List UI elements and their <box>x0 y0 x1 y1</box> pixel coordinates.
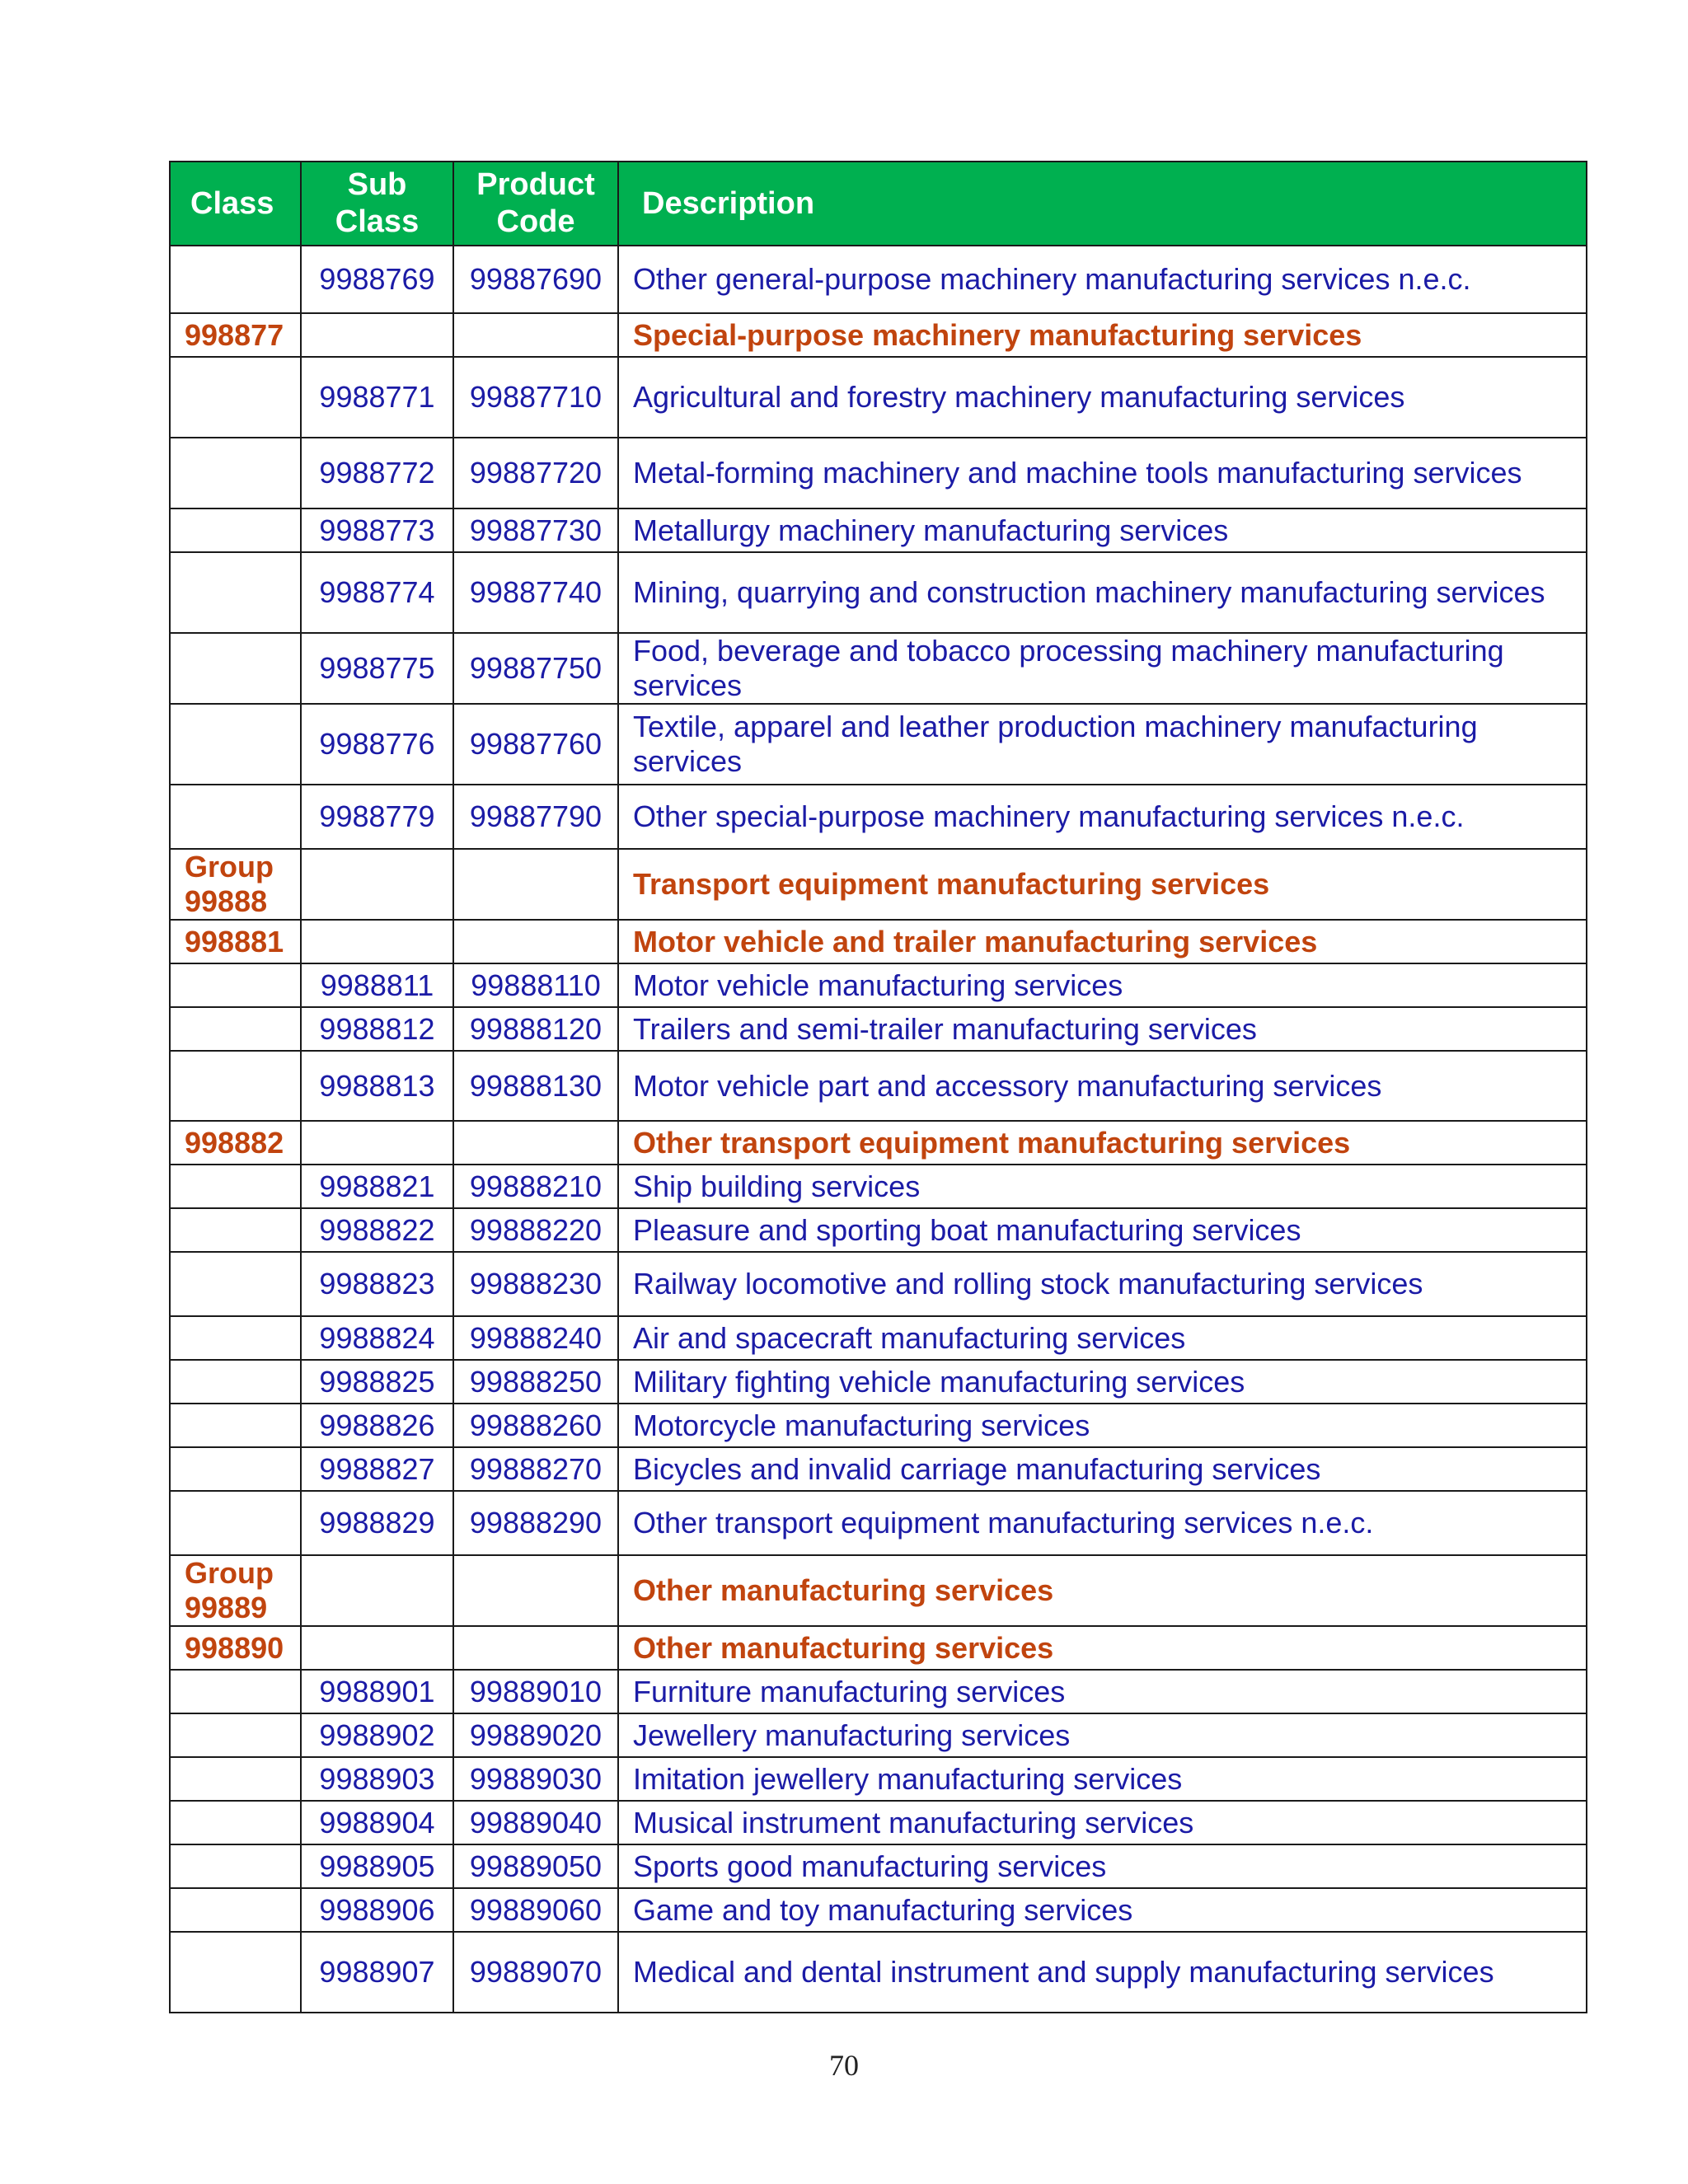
sub-class-cell <box>301 1626 453 1670</box>
product-code-cell: 99889020 <box>453 1713 618 1757</box>
product-code-cell <box>453 920 618 963</box>
table-row <box>170 1007 1587 1051</box>
product-code-cell: 99887730 <box>453 509 618 552</box>
table-row <box>170 1757 1587 1801</box>
product-code-cell: 99888130 <box>453 1051 618 1121</box>
sub-class-cell: 9988904 <box>301 1801 453 1844</box>
table-row <box>170 963 1587 1007</box>
description-cell: Military fighting vehicle manufacturing services <box>618 1360 1587 1404</box>
product-code-cell: 99888270 <box>453 1447 618 1491</box>
sub-class-cell: 9988772 <box>301 438 453 509</box>
table-row <box>170 1252 1587 1316</box>
table-row <box>170 509 1587 552</box>
table-row <box>170 633 1587 704</box>
class-cell <box>170 633 301 704</box>
description-cell: Other general-purpose machinery manufacturing services n.e.c. <box>618 246 1587 313</box>
table-row <box>170 1888 1587 1932</box>
table-row <box>170 246 1587 313</box>
description-cell: Other manufacturing services <box>618 1626 1587 1670</box>
class-cell <box>170 1801 301 1844</box>
table-row <box>170 1165 1587 1208</box>
class-cell: 998890 <box>170 1626 301 1670</box>
product-code-cell: 99888260 <box>453 1404 618 1447</box>
table-heading-row <box>170 920 1587 963</box>
sub-class-cell: 9988779 <box>301 785 453 849</box>
description-cell: Pleasure and sporting boat manufacturing services <box>618 1208 1587 1252</box>
table-row <box>170 785 1587 849</box>
description-cell: Motorcycle manufacturing services <box>618 1404 1587 1447</box>
product-code-cell: 99889070 <box>453 1932 618 2013</box>
sub-class-cell: 9988776 <box>301 704 453 785</box>
class-cell <box>170 1165 301 1208</box>
sub-class-cell: 9988774 <box>301 552 453 633</box>
description-cell: Agricultural and forestry machinery manufacturing services <box>618 357 1587 438</box>
table-heading-row <box>170 1555 1587 1626</box>
description-cell: Railway locomotive and rolling stock manufacturing services <box>618 1252 1587 1316</box>
table-row <box>170 1051 1587 1121</box>
class-cell <box>170 1051 301 1121</box>
description-cell: Trailers and semi-trailer manufacturing services <box>618 1007 1587 1051</box>
description-cell: Sports good manufacturing services <box>618 1844 1587 1888</box>
sub-class-cell: 9988823 <box>301 1252 453 1316</box>
description-cell: Imitation jewellery manufacturing services <box>618 1757 1587 1801</box>
product-code-cell: 99888230 <box>453 1252 618 1316</box>
description-cell: Other special-purpose machinery manufacturing services n.e.c. <box>618 785 1587 849</box>
class-cell <box>170 1888 301 1932</box>
class-cell <box>170 438 301 509</box>
sub-class-cell: 9988812 <box>301 1007 453 1051</box>
header-class: Class <box>170 162 301 246</box>
product-code-cell <box>453 1121 618 1165</box>
table-row <box>170 438 1587 509</box>
description-cell: Special-purpose machinery manufacturing services <box>618 313 1587 357</box>
product-code-cell: 99889010 <box>453 1670 618 1713</box>
table-row <box>170 704 1587 785</box>
sub-class-cell: 9988821 <box>301 1165 453 1208</box>
sub-class-cell: 9988905 <box>301 1844 453 1888</box>
sub-class-cell: 9988903 <box>301 1757 453 1801</box>
description-cell: Food, beverage and tobacco processing machinery manufacturing services <box>618 633 1587 704</box>
description-cell: Transport equipment manufacturing services <box>618 849 1587 920</box>
table-row <box>170 1360 1587 1404</box>
product-code-cell: 99887760 <box>453 704 618 785</box>
sub-class-cell: 9988827 <box>301 1447 453 1491</box>
table-row <box>170 1404 1587 1447</box>
class-cell: 998882 <box>170 1121 301 1165</box>
description-cell: Medical and dental instrument and supply manufacturing services <box>618 1932 1587 2013</box>
class-cell <box>170 785 301 849</box>
description-cell: Other transport equipment manufacturing services <box>618 1121 1587 1165</box>
table-heading-row <box>170 1626 1587 1670</box>
sub-class-cell: 9988822 <box>301 1208 453 1252</box>
description-cell: Musical instrument manufacturing services <box>618 1801 1587 1844</box>
description-cell: Motor vehicle and trailer manufacturing services <box>618 920 1587 963</box>
description-cell: Game and toy manufacturing services <box>618 1888 1587 1932</box>
class-cell <box>170 1404 301 1447</box>
header-description: Description <box>618 162 1587 246</box>
product-code-cell <box>453 313 618 357</box>
table-row <box>170 552 1587 633</box>
header-sub-class: Sub Class <box>301 162 453 246</box>
description-cell: Other manufacturing services <box>618 1555 1587 1626</box>
description-cell: Air and spacecraft manufacturing services <box>618 1316 1587 1360</box>
table-row <box>170 1316 1587 1360</box>
class-cell <box>170 1208 301 1252</box>
class-cell <box>170 552 301 633</box>
product-code-cell <box>453 1626 618 1670</box>
class-cell <box>170 1007 301 1051</box>
table-body <box>170 246 1587 2013</box>
product-code-cell: 99887750 <box>453 633 618 704</box>
class-cell <box>170 1360 301 1404</box>
sub-class-cell: 9988771 <box>301 357 453 438</box>
product-code-cell: 99888240 <box>453 1316 618 1360</box>
class-cell <box>170 1844 301 1888</box>
class-cell: Group 99889 <box>170 1555 301 1626</box>
table-row <box>170 1801 1587 1844</box>
class-cell <box>170 963 301 1007</box>
class-cell <box>170 1757 301 1801</box>
description-cell: Mining, quarrying and construction machinery manufacturing services <box>618 552 1587 633</box>
class-cell: 998877 <box>170 313 301 357</box>
product-code-cell: 99887690 <box>453 246 618 313</box>
class-cell <box>170 1491 301 1555</box>
table-heading-row <box>170 849 1587 920</box>
product-code-cell: 99888250 <box>453 1360 618 1404</box>
table-row <box>170 1670 1587 1713</box>
class-cell <box>170 246 301 313</box>
sub-class-cell: 9988907 <box>301 1932 453 2013</box>
description-cell: Ship building services <box>618 1165 1587 1208</box>
description-cell: Furniture manufacturing services <box>618 1670 1587 1713</box>
sub-class-cell: 9988901 <box>301 1670 453 1713</box>
product-code-cell: 99889040 <box>453 1801 618 1844</box>
description-cell: Metal-forming machinery and machine tools manufacturing services <box>618 438 1587 509</box>
class-cell <box>170 1670 301 1713</box>
product-code-cell: 99888120 <box>453 1007 618 1051</box>
sub-class-cell: 9988824 <box>301 1316 453 1360</box>
description-cell: Jewellery manufacturing services <box>618 1713 1587 1757</box>
product-code-cell: 99887710 <box>453 357 618 438</box>
sub-class-cell: 9988826 <box>301 1404 453 1447</box>
class-cell <box>170 1932 301 2013</box>
description-cell: Bicycles and invalid carriage manufacturing services <box>618 1447 1587 1491</box>
description-cell: Motor vehicle part and accessory manufacturing services <box>618 1051 1587 1121</box>
description-cell: Other transport equipment manufacturing services n.e.c. <box>618 1491 1587 1555</box>
product-code-cell: 99888110 <box>453 963 618 1007</box>
product-code-cell: 99887740 <box>453 552 618 633</box>
sub-class-cell: 9988902 <box>301 1713 453 1757</box>
page-number: 70 <box>829 2049 859 2082</box>
product-code-cell: 99888290 <box>453 1491 618 1555</box>
product-code-cell: 99889050 <box>453 1844 618 1888</box>
description-cell: Textile, apparel and leather production machinery manufacturing services <box>618 704 1587 785</box>
class-cell <box>170 509 301 552</box>
table-heading-row <box>170 313 1587 357</box>
class-cell <box>170 357 301 438</box>
table-row <box>170 357 1587 438</box>
sub-class-cell <box>301 1121 453 1165</box>
product-code-cell: 99887790 <box>453 785 618 849</box>
product-code-cell <box>453 1555 618 1626</box>
sub-class-cell <box>301 849 453 920</box>
sub-class-cell: 9988825 <box>301 1360 453 1404</box>
sub-class-cell <box>301 920 453 963</box>
class-cell <box>170 1447 301 1491</box>
product-code-cell: 99887720 <box>453 438 618 509</box>
product-code-table <box>169 161 1587 2013</box>
description-cell: Motor vehicle manufacturing services <box>618 963 1587 1007</box>
class-cell: 998881 <box>170 920 301 963</box>
description-cell: Metallurgy machinery manufacturing services <box>618 509 1587 552</box>
sub-class-cell: 9988811 <box>301 963 453 1007</box>
sub-class-cell: 9988829 <box>301 1491 453 1555</box>
class-cell: Group 99888 <box>170 849 301 920</box>
sub-class-cell: 9988769 <box>301 246 453 313</box>
product-code-cell: 99888210 <box>453 1165 618 1208</box>
sub-class-cell: 9988906 <box>301 1888 453 1932</box>
class-cell <box>170 1713 301 1757</box>
class-cell <box>170 704 301 785</box>
sub-class-cell <box>301 1555 453 1626</box>
table-row <box>170 1491 1587 1555</box>
table-row <box>170 1208 1587 1252</box>
sub-class-cell: 9988775 <box>301 633 453 704</box>
class-cell <box>170 1252 301 1316</box>
product-code-cell <box>453 849 618 920</box>
table-row <box>170 1844 1587 1888</box>
product-code-cell: 99889030 <box>453 1757 618 1801</box>
table-row <box>170 1932 1587 2013</box>
table-row <box>170 1713 1587 1757</box>
table-heading-row <box>170 1121 1587 1165</box>
header-product-code: Product Code <box>453 162 618 246</box>
product-code-cell: 99888220 <box>453 1208 618 1252</box>
sub-class-cell: 9988773 <box>301 509 453 552</box>
sub-class-cell: 9988813 <box>301 1051 453 1121</box>
class-cell <box>170 1316 301 1360</box>
header-row <box>170 162 1587 246</box>
table-row <box>170 1447 1587 1491</box>
sub-class-cell <box>301 313 453 357</box>
product-code-cell: 99889060 <box>453 1888 618 1932</box>
table-header <box>170 162 1587 246</box>
